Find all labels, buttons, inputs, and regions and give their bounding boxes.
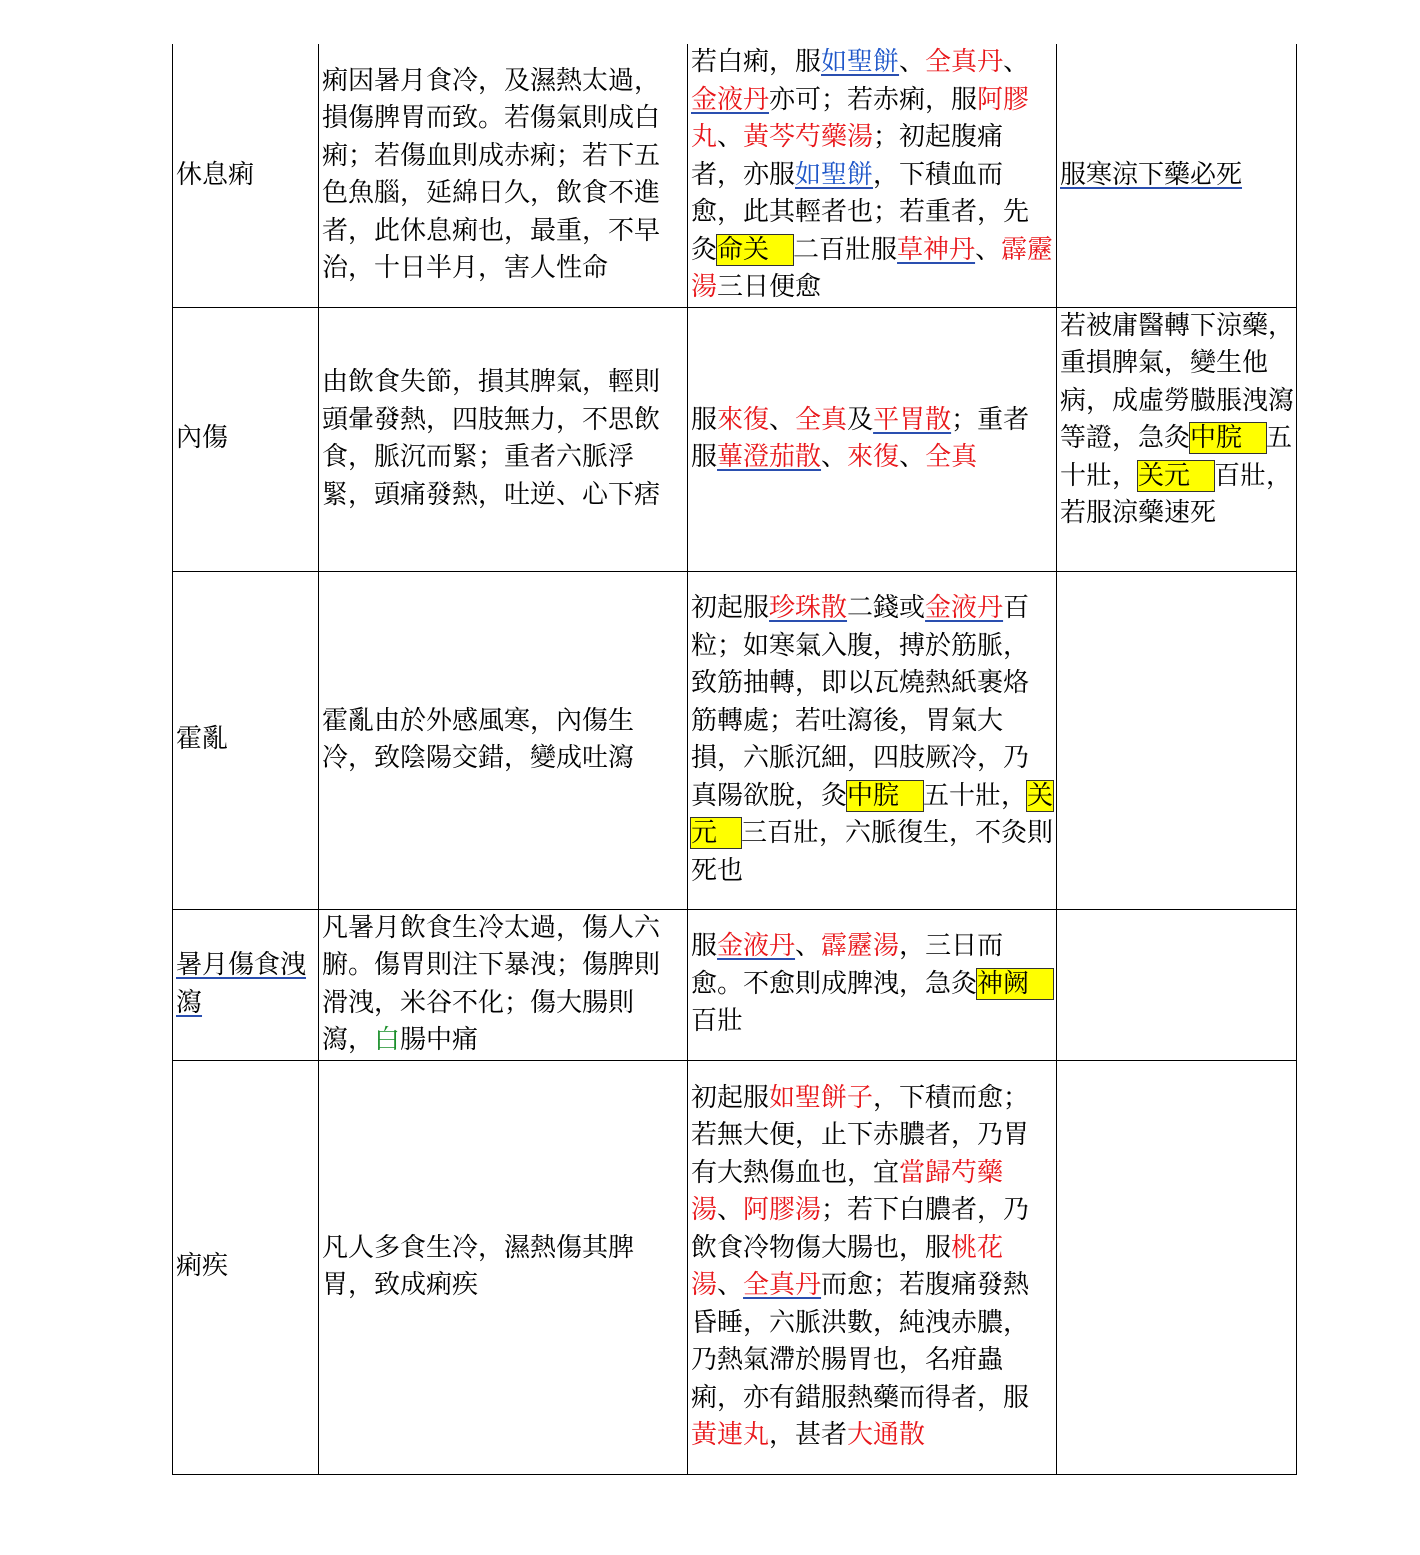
note-text: 百壯，若服涼藥速死 (1060, 460, 1293, 528)
treatment-text: 二錢或 (847, 593, 926, 623)
herb-name: 來復 (717, 404, 770, 435)
herb-name: 珍珠散 (769, 593, 848, 623)
treatment-text: ，三日而愈。不愈則成脾洩，急灸 (691, 931, 1004, 999)
treatment-text: 初起服 (691, 1082, 770, 1113)
note-cell (1057, 909, 1297, 1060)
treatment-text: 若白痢，服 (691, 47, 822, 77)
disease-name-cell (173, 909, 319, 1060)
acupoint-highlight: 神阙 (977, 969, 1053, 999)
cause-text: 白 (374, 1025, 401, 1055)
treatment-text: 、 (975, 234, 1002, 265)
treatment-text: 、 (769, 404, 796, 435)
cause-text: 腸中痛 (400, 1025, 479, 1055)
disease-name: 暑月傷食洩瀉 (176, 950, 307, 1018)
table-row (173, 44, 1297, 307)
herb-name: 來復 (847, 442, 900, 472)
herb-name: 全真 (925, 47, 978, 77)
treatment-text: ，甚者 (769, 1420, 848, 1450)
herb-name: 黃連 (691, 1420, 744, 1450)
herb-name: 蓽澄茄散 (717, 442, 822, 472)
treatment-text: 百壯 (691, 1006, 744, 1037)
herb-name: 丸 (743, 1420, 770, 1450)
treatment-text: 、 (717, 122, 744, 152)
herb-name: 丹 (977, 47, 1004, 77)
treatment-cell (688, 307, 1057, 571)
treatment-text: 百粒；如寒氣入腹，搏於筋脈，致筋抽轉，即以瓦燒熱紙裹烙筋轉處；若吐瀉後，胃氣大損，六脈沉細，四肢厥冷，乃真陽欲脫，灸 (691, 593, 1030, 811)
treatment-text: ；初起腹痛者，亦服 (691, 122, 1004, 190)
treatment-text: 服 (691, 931, 718, 962)
herb-name: 如聖餅 (821, 47, 900, 77)
disease-name-cell (173, 1060, 319, 1474)
disease-name-cell (173, 571, 319, 909)
treatment-text: 、 (1003, 47, 1030, 77)
treatment-text: 、 (899, 47, 926, 77)
herb-name: 霹靂湯 (821, 931, 900, 962)
note-text: 服寒涼下藥必死 (1060, 159, 1243, 190)
treatment-cell (688, 909, 1057, 1060)
herb-name: 聖餅子 (795, 1082, 874, 1113)
treatment-text: 初起服 (691, 593, 770, 623)
note-text: 五十壯， (1060, 423, 1293, 491)
acupoint-highlight: 中脘 (1190, 423, 1266, 453)
herb-name: 金液丹 (691, 84, 770, 115)
treatment-text: ；若下白膿者，乃飲食冷物傷大腸也，服 (691, 1195, 1030, 1263)
herb-name: 如聖餅 (795, 159, 874, 190)
note-cell (1057, 44, 1297, 307)
table-row (173, 571, 1297, 909)
herb-name: 金液丹 (717, 931, 796, 962)
cause-text: 凡人多食生冷，濕熱傷其脾胃，致成痢疾 (322, 1232, 635, 1300)
treatment-cell (688, 571, 1057, 909)
herb-name: 桃花湯 (691, 1232, 1004, 1300)
acupoint-highlight: 命关 (717, 235, 793, 265)
herb-name: 黃芩芍藥湯 (743, 122, 874, 152)
herb-name: 阿膠湯 (743, 1195, 822, 1225)
cause-text: 由飲食失節，損其脾氣，輕則頭暈發熱，四肢無力，不思飲食，脈沉而緊；重者六脈浮緊，頭痛發熱，吐逆、心下痞 (322, 367, 661, 510)
herb-name: 如 (769, 1082, 796, 1113)
treatment-text: 服 (691, 404, 718, 435)
note-cell (1057, 571, 1297, 909)
treatment-text: 、 (821, 442, 848, 472)
treatment-text: 二百壯服 (793, 234, 898, 265)
table-row (173, 307, 1297, 571)
disease-name: 痢疾 (176, 1251, 229, 1282)
acupoint-highlight: 中脘 (847, 781, 923, 811)
cause-cell (319, 44, 688, 307)
treatment-text: 及 (847, 404, 874, 435)
disease-name: 休息痢 (176, 159, 255, 190)
herb-name: 全真丹 (743, 1270, 822, 1300)
cause-cell (319, 307, 688, 571)
herb-name: 全真 (925, 442, 978, 472)
treatment-text: ，下積而愈；若無大便，止下赤膿者，乃胃有大熱傷血也，宜 (691, 1082, 1030, 1188)
treatment-text: 亦可；若赤痢，服 (769, 84, 978, 115)
cause-text: 凡暑月飲食生冷太過，傷人六腑。傷胃則注下暴洩；傷脾則滑洩，米谷不化；傷大腸則瀉， (322, 912, 661, 1055)
cause-cell (319, 1060, 688, 1474)
treatment-cell (688, 44, 1057, 307)
table-row (173, 909, 1297, 1060)
cause-cell (319, 909, 688, 1060)
note-cell (1057, 1060, 1297, 1474)
acupuncture-treatment-table (172, 44, 1297, 1475)
herb-name: 平胃散 (873, 404, 952, 435)
herb-name: 霹靂湯 (691, 234, 1054, 302)
disease-name: 霍亂 (176, 724, 229, 755)
acupoint-highlight: 关元 (691, 780, 1054, 848)
acupoint-highlight: 关元 (1138, 461, 1214, 491)
treatment-text: 而愈；若腹痛發熱昏睡，六脈洪數，純洩赤膿，乃熱氣滯於腸胃也，名疳蟲痢，亦有錯服熱藥而得者，服 (691, 1270, 1030, 1413)
treatment-text: 、 (717, 1195, 744, 1225)
cause-cell (319, 571, 688, 909)
disease-name-cell (173, 307, 319, 571)
herb-name: 草神丹 (897, 234, 976, 265)
note-text: 若被庸醫轉下涼藥，重損脾氣，變生他病，成虛勞臌脹洩瀉等證，急灸 (1060, 310, 1295, 453)
treatment-text: 、 (795, 931, 822, 962)
treatment-text: 三百壯，六脈復生，不灸則死也 (691, 818, 1054, 886)
herb-name: 大通散 (847, 1420, 926, 1450)
disease-name: 內傷 (176, 423, 229, 454)
cause-text: 霍亂由於外感風寒，內傷生冷，致陰陽交錯，變成吐瀉 (322, 705, 635, 773)
treatment-text: 、 (899, 442, 926, 472)
treatment-text: ，下積血而愈，此其輕者也；若重者，先灸 (691, 159, 1030, 265)
herb-name: 金液丹 (925, 593, 1004, 623)
treatment-text: ；重者服 (691, 404, 1030, 472)
treatment-text: 三日便愈 (717, 272, 822, 302)
herb-name: 阿膠丸 (691, 84, 1030, 152)
disease-name-cell (173, 44, 319, 307)
treatment-text: 、 (717, 1270, 744, 1300)
treatment-cell (688, 1060, 1057, 1474)
note-cell (1057, 307, 1297, 571)
herb-name: 全真 (795, 404, 848, 435)
treatment-text: 五十壯， (923, 780, 1028, 811)
table-row (173, 1060, 1297, 1474)
herb-name: 當歸芍藥湯 (691, 1157, 1004, 1225)
cause-text: 痢因暑月食冷，及濕熱太過，損傷脾胃而致。若傷氣則成白痢；若傷血則成赤痢；若下五色魚腦，延綿日久，飲食不進者，此休息痢也，最重，不早治，十日半月，害人性命 (322, 65, 661, 284)
